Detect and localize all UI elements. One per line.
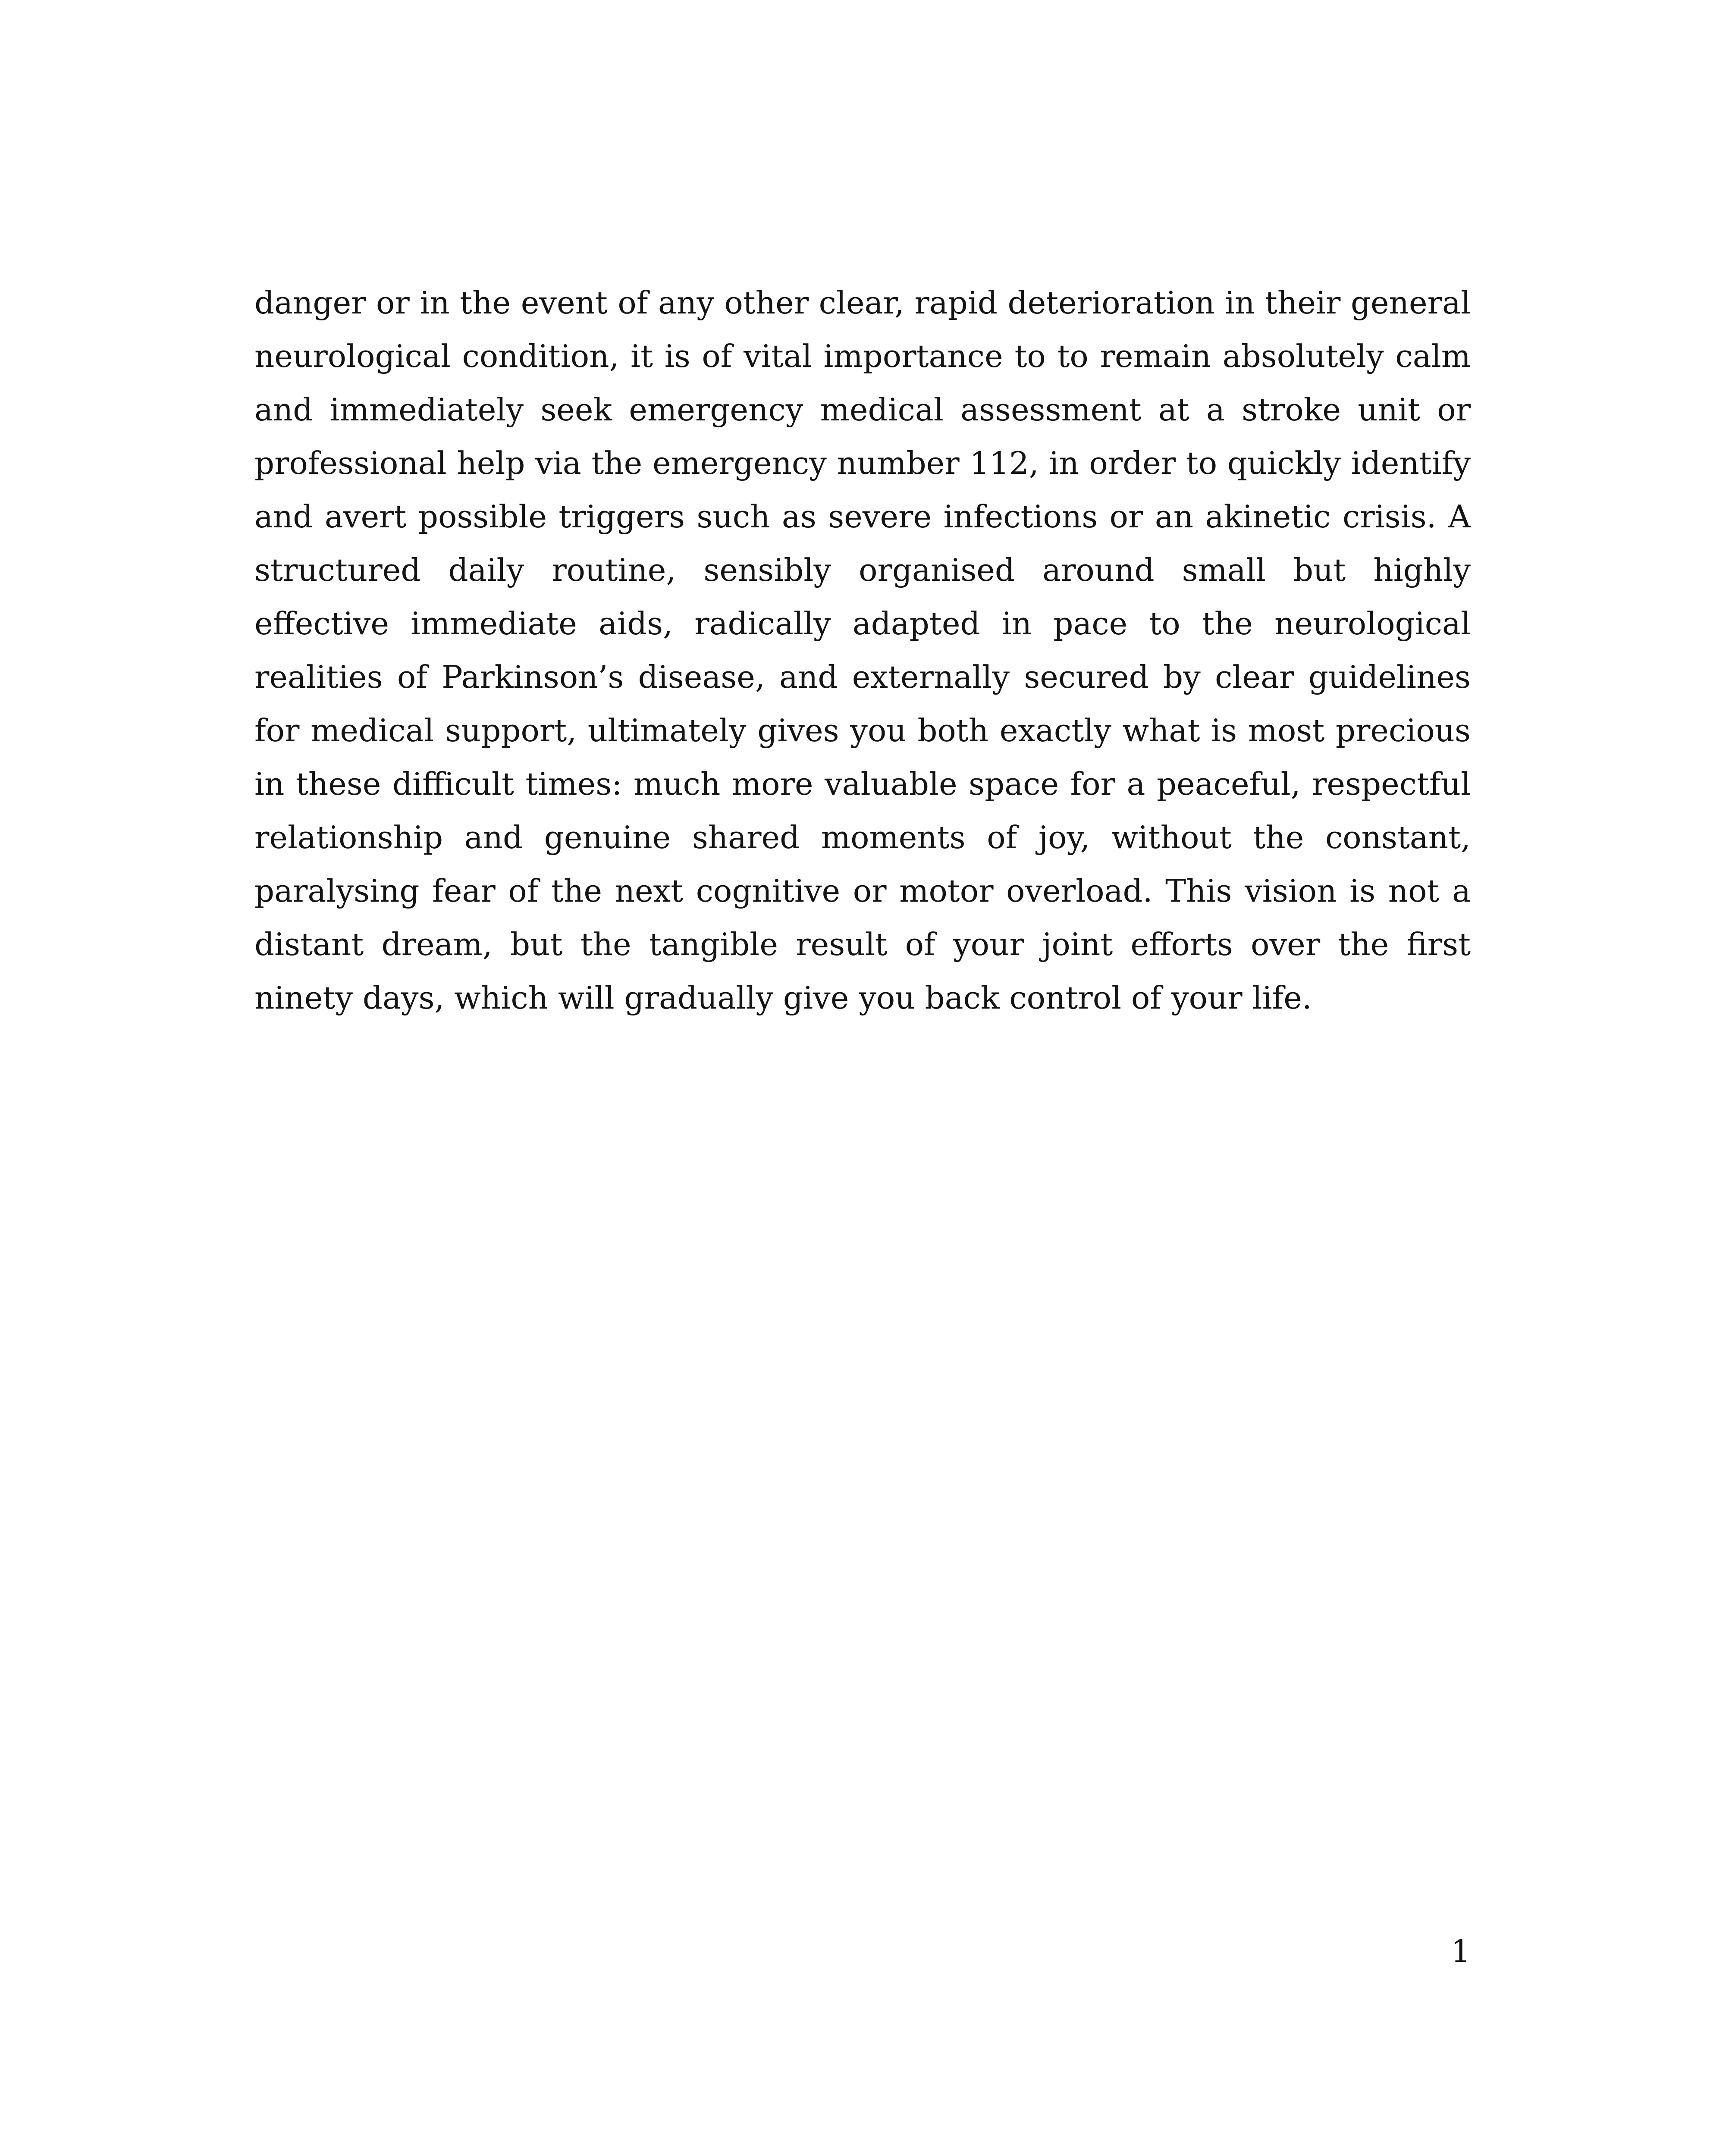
page-number: 1 xyxy=(1451,1933,1471,1969)
body-paragraph: danger or in the event of any other clear, rapid deterioration in their general neurological condition, it is of vital importance to to remain absolutely calm and immediately seek emergency medical assessment at a stroke unit or professional help via the emergency number 112, in order to quickly identify and avert possible triggers such as severe infections or an akinetic crisis. A structured daily routine, sensibly organised around small but highly effective immediate aids, radically adapted in pace to the neurological realities of Parkinson’s disease, and externally secured by clear guidelines for medical support, ultimately gives you both exactly what is most precious in these difficult times: much more valuable space for a peaceful, respectful relationship and genuine shared moments of joy, without the constant, paralysing fear of the next cognitive or motor overload. This vision is not a distant dream, but the tangible result of your joint efforts over the first ninety days, which will gradually give you back control of your life. xyxy=(254,285,1471,1016)
